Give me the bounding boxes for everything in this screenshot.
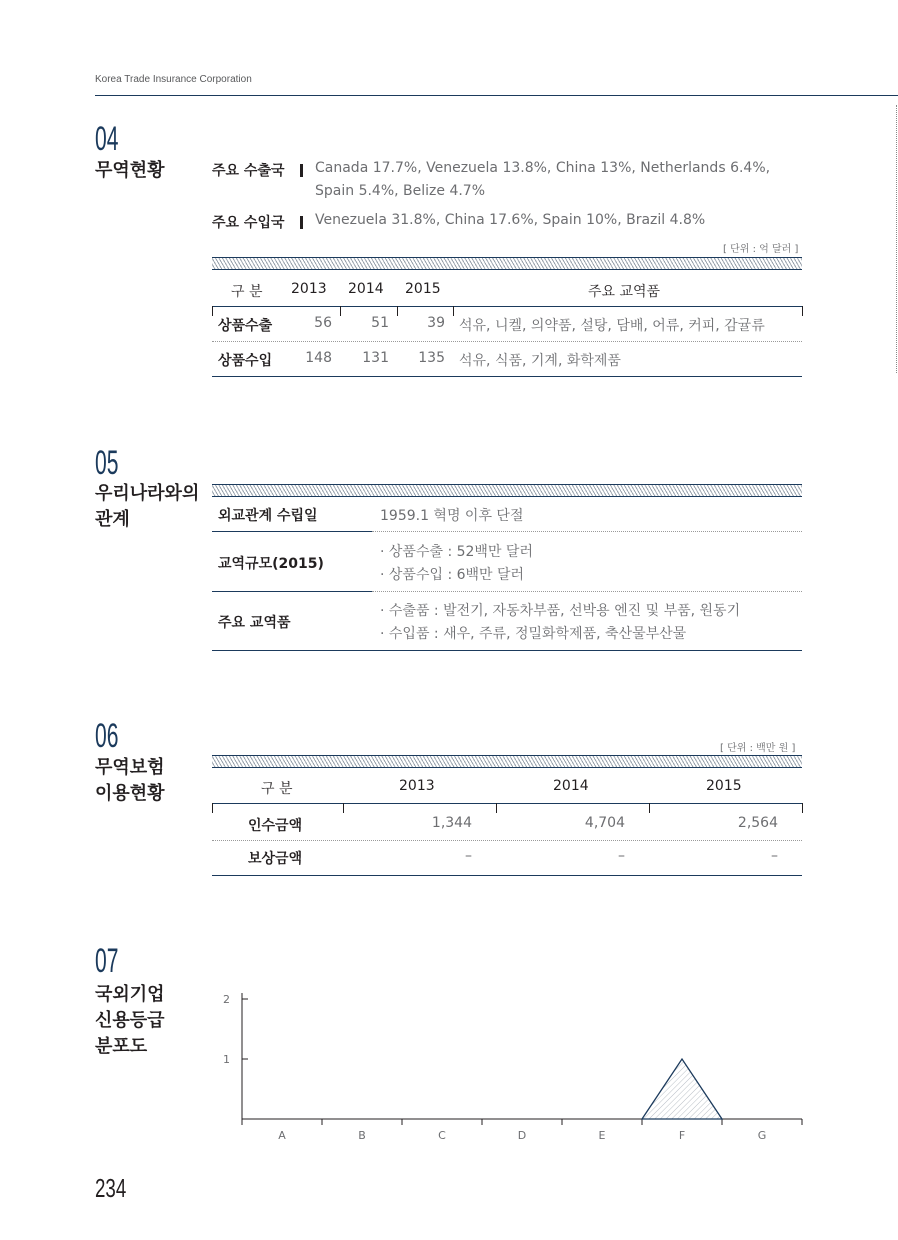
- section-04-title: 무역현황: [95, 160, 165, 181]
- column-tick: [340, 306, 341, 316]
- row-label-compensation: 보상금액: [248, 851, 303, 867]
- section-07-title-line2: 신용등급: [95, 1010, 165, 1031]
- column-tick: [212, 803, 213, 813]
- x-tick-label: E: [598, 1129, 606, 1142]
- export-countries-label: 주요 수출국: [212, 163, 285, 179]
- section-04-number: 04: [95, 120, 119, 158]
- area-peak: [642, 1059, 722, 1119]
- label-underline: [212, 531, 372, 532]
- cell-2013: –: [465, 848, 472, 864]
- row-value-import-items: · 수입품 : 새우, 주류, 정밀화학제품, 축산물부산물: [380, 626, 687, 642]
- section-05-number: 05: [95, 444, 119, 482]
- row-divider: [372, 591, 802, 592]
- row-value-diplomatic: 1959.1 혁명 이후 단절: [380, 508, 524, 524]
- header-rule: [95, 95, 898, 96]
- row-label-export: 상품수출: [218, 318, 273, 334]
- table-header-2013: 2013: [399, 778, 435, 794]
- column-tick: [649, 803, 650, 813]
- section-06-number: 06: [95, 717, 119, 755]
- table-header-2014: 2014: [553, 778, 589, 794]
- section-06-title-line2: 이용현황: [95, 783, 165, 804]
- section-06-title-line1: 무역보험: [95, 757, 165, 778]
- column-tick: [212, 306, 213, 316]
- cell-2013: 56: [314, 315, 332, 331]
- label-underline: [212, 591, 372, 592]
- x-tick-label: B: [358, 1129, 366, 1142]
- cell-items: 석유, 식품, 기계, 화학제품: [459, 353, 621, 369]
- table-header-rule: [212, 306, 802, 307]
- table-bottom-rule: [212, 650, 802, 651]
- column-tick: [453, 306, 454, 316]
- table-header-rule: [212, 803, 802, 804]
- export-countries-line1: Canada 17.7%, Venezuela 13.8%, China 13%, Netherlands 6.4%,: [315, 160, 771, 176]
- import-countries-label: 주요 수입국: [212, 215, 285, 231]
- side-dotted-rule: [896, 105, 897, 373]
- section-07-number: 07: [95, 942, 119, 980]
- header-org-name: Korea Trade Insurance Corporation: [95, 74, 252, 85]
- y-tick-label: 1: [223, 1053, 230, 1066]
- row-value-export-items: · 수출품 : 발전기, 자동차부품, 선박용 엔진 및 부품, 원동기: [380, 603, 741, 619]
- table-header-2013: 2013: [291, 281, 327, 297]
- chart-axes: [242, 993, 802, 1125]
- label-separator: [300, 164, 303, 177]
- chart-series: [642, 1059, 722, 1119]
- cell-2014: 4,704: [584, 815, 625, 831]
- table-header-category: 구 분: [261, 781, 293, 797]
- row-divider: [372, 531, 802, 532]
- table-hatch-bar: [212, 257, 802, 270]
- table-header-2015: 2015: [405, 281, 441, 297]
- export-countries-line2: Spain 5.4%, Belize 4.7%: [315, 183, 486, 199]
- cell-items: 석유, 니켈, 의약품, 설탕, 담배, 어류, 커피, 감귤류: [459, 318, 765, 334]
- cell-2014: 51: [371, 315, 389, 331]
- column-tick: [397, 306, 398, 316]
- row-divider: [212, 840, 802, 841]
- column-tick: [496, 803, 497, 813]
- cell-2015: 135: [418, 350, 445, 366]
- unit-note: [ 단위 : 억 달러 ]: [723, 244, 799, 255]
- row-value-export-amount: · 상품수출 : 52백만 달러: [380, 544, 533, 560]
- row-label-trade-volume: 교역규모(2015): [218, 556, 324, 572]
- cell-2015: 39: [427, 315, 445, 331]
- table-header-category: 구 분: [231, 284, 263, 300]
- y-tick-label: 2: [223, 993, 230, 1006]
- unit-note: [ 단위 : 백만 원 ]: [720, 743, 796, 754]
- column-tick: [343, 803, 344, 813]
- row-label-diplomatic: 외교관계 수립일: [218, 508, 318, 524]
- section-07-title-line1: 국외기업: [95, 984, 165, 1005]
- x-tick-label: D: [517, 1129, 527, 1142]
- table-hatch-bar: [212, 755, 802, 768]
- cell-2013: 148: [305, 350, 332, 366]
- row-value-import-amount: · 상품수입 : 6백만 달러: [380, 567, 525, 583]
- section-05-title-line2: 관계: [95, 509, 130, 530]
- cell-2014: –: [618, 848, 625, 864]
- label-separator: [300, 216, 303, 229]
- column-tick: [802, 803, 803, 813]
- table-bottom-rule: [212, 875, 802, 876]
- table-header-2014: 2014: [348, 281, 384, 297]
- cell-2015: –: [771, 848, 778, 864]
- table-header-2015: 2015: [706, 778, 742, 794]
- page-number: 234: [95, 1173, 127, 1203]
- row-label-import: 상품수입: [218, 353, 273, 369]
- section-05-title-line1: 우리나라와의: [95, 483, 200, 504]
- cell-2013: 1,344: [431, 815, 472, 831]
- row-label-main-items: 주요 교역품: [218, 615, 291, 631]
- table-hatch-bar: [212, 484, 802, 497]
- row-divider: [212, 341, 802, 342]
- cell-2014: 131: [362, 350, 389, 366]
- x-tick-label: G: [757, 1129, 767, 1142]
- credit-rating-chart: [200, 985, 820, 1150]
- column-tick: [802, 306, 803, 316]
- x-tick-label: F: [678, 1129, 686, 1142]
- import-countries-line: Venezuela 31.8%, China 17.6%, Spain 10%, Brazil 4.8%: [315, 212, 706, 228]
- table-bottom-rule: [212, 376, 802, 377]
- cell-2015: 2,564: [737, 815, 778, 831]
- row-label-underwriting: 인수금액: [248, 818, 303, 834]
- x-tick-label: C: [438, 1129, 446, 1142]
- x-tick-label: A: [278, 1129, 286, 1142]
- table-header-items: 주요 교역품: [588, 284, 661, 300]
- section-07-title-line3: 분포도: [95, 1036, 148, 1057]
